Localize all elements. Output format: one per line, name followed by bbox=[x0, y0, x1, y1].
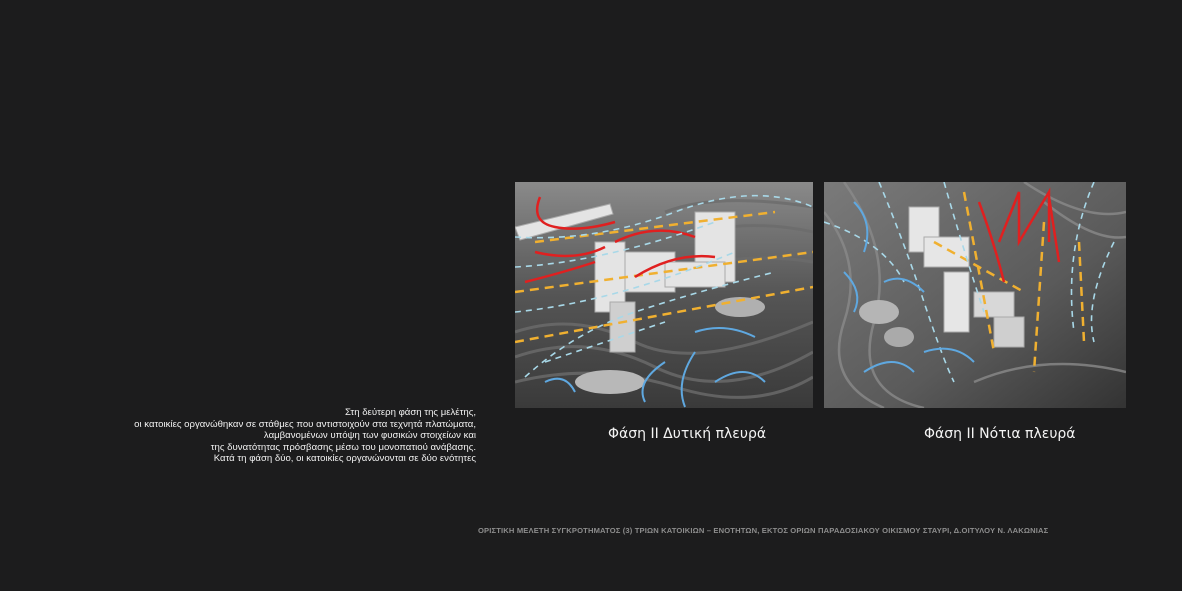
description-text bbox=[40, 407, 476, 465]
caption-west: Φάση ΙΙ Δυτική πλευρά bbox=[608, 426, 767, 442]
description-line: λαμβανομένων υπόψη των φυσικών στοιχείων και bbox=[263, 430, 476, 442]
model-photo-south-image bbox=[824, 182, 1126, 408]
caption-south: Φάση ΙΙ Νότια πλευρά bbox=[924, 426, 1076, 442]
footer-project-title: ΟΡΙΣΤΙΚΗ ΜΕΛΕΤΗ ΣΥΓΚΡΟΤΗΜΑΤΟΣ (3) ΤΡΙΩΝ ΚΑΤΟΙΚΙΩΝ – ΕΝΟΤΗΤΩΝ, ΕΚΤΟΣ ΟΡΙΩΝ ΠΑΡΑΔΟΣΙΑΚΟΥ ΟΙΚΙΣΜΟΥ ΣΤΑΥΡΙ, Δ.ΟΙΤΥΛΟΥ Ν. ΛΑΚΩΝΙΑΣ bbox=[478, 526, 1049, 535]
model-photo-west bbox=[515, 182, 813, 408]
description-line: της δυνατότητας πρόσβασης μέσω του μονοπατιού ανάβασης. bbox=[210, 441, 476, 453]
description-line: Στη δεύτερη φάση της μελέτης, bbox=[344, 407, 476, 418]
model-photo-west-image bbox=[515, 182, 813, 408]
description-line: Κατά τη φάση δύο, οι κατοικίες οργανώνονται σε δύο ενότητες bbox=[213, 453, 476, 465]
model-photo-south bbox=[824, 182, 1126, 408]
description-line: οι κατοικίες οργανώθηκαν σε στάθμες που αντιστοιχούν στα τεχνητά πλατώματα, bbox=[134, 418, 476, 430]
